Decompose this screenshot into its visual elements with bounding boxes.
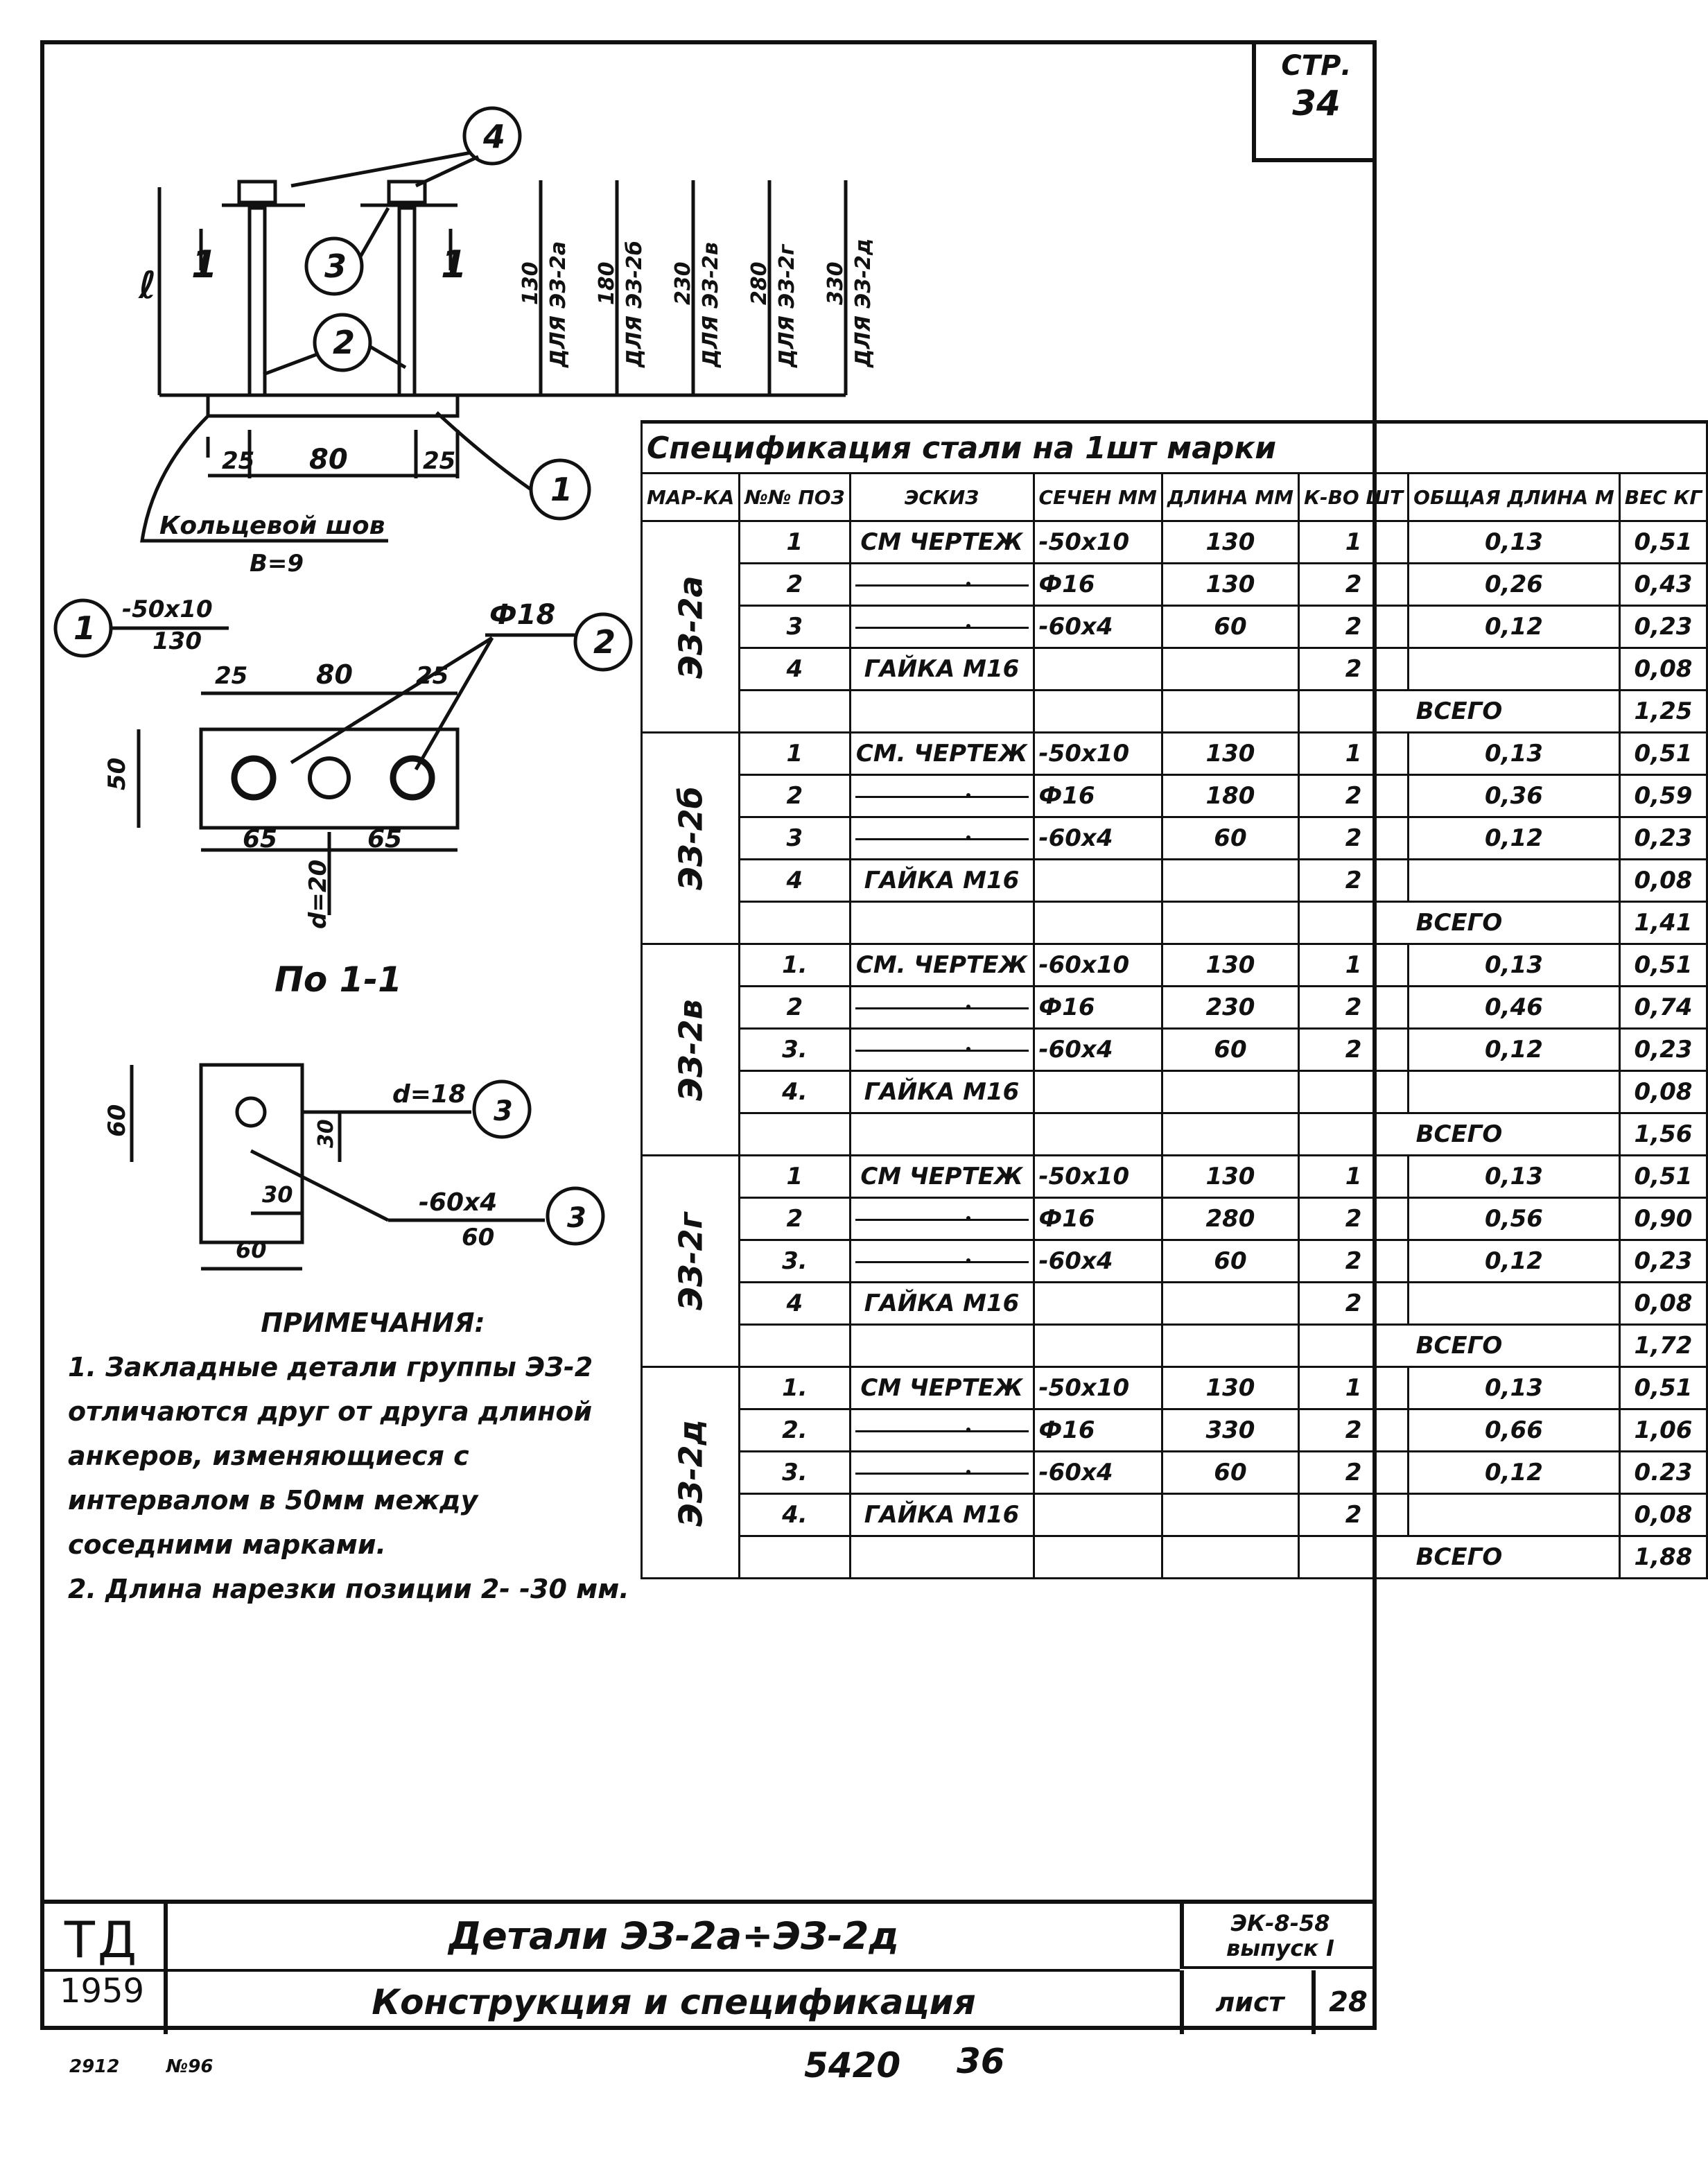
cell-weight: 1,06 <box>1619 1409 1707 1452</box>
d-label: d=20 <box>304 859 332 929</box>
height-value: 280 <box>747 261 772 305</box>
cell-weight: 0,51 <box>1619 944 1707 987</box>
cell-length: 60 <box>1162 606 1298 648</box>
total-label: ВСЕГО <box>1299 902 1620 944</box>
cell-pos: 3. <box>740 1452 850 1494</box>
cell-length: 130 <box>1162 733 1298 775</box>
height-value: 330 <box>824 261 848 305</box>
cell-sketch-line <box>850 987 1034 1029</box>
cell-section: Ф16 <box>1034 1198 1162 1240</box>
group-mark: ЭЗ-2б <box>642 733 740 944</box>
cell-weight: 0,51 <box>1619 1156 1707 1198</box>
plate-length: 130 <box>152 627 202 655</box>
cell-empty <box>1034 691 1162 733</box>
height-value: 230 <box>671 261 695 305</box>
total-label: ВСЕГО <box>1299 1325 1620 1367</box>
cell-length <box>1162 648 1298 691</box>
cell-weight: 0,08 <box>1619 1283 1707 1325</box>
table-total-row <box>642 1536 1707 1579</box>
cell-pos: 2 <box>740 564 850 606</box>
cell-empty <box>1162 691 1298 733</box>
cell-empty <box>1162 1113 1298 1156</box>
stamp-td: ТД <box>64 1911 140 1969</box>
cell-empty <box>1034 1325 1162 1367</box>
cell-sketch: ГАЙКА М16 <box>850 1494 1034 1536</box>
group-mark: ЭЗ-2г <box>642 1156 740 1367</box>
total-weight: 1,56 <box>1619 1113 1707 1156</box>
dim-l: ℓ <box>139 263 157 307</box>
height-label: ДЛЯ ЭЗ-2г <box>775 244 799 367</box>
stamp-org <box>40 1904 168 2034</box>
cell-sketch: СМ ЧЕРТЕЖ <box>850 1156 1034 1198</box>
cell-sketch: ГАЙКА М16 <box>850 648 1034 691</box>
cell-total-length: 0,12 <box>1409 1240 1620 1283</box>
cell-qty: 2 <box>1299 1283 1409 1325</box>
table-row <box>642 521 1707 564</box>
table-body <box>642 521 1707 1579</box>
cell-length: 60 <box>1162 817 1298 860</box>
cell-sketch-line <box>850 606 1034 648</box>
cell-weight: 0,23 <box>1619 606 1707 648</box>
specification-table <box>640 420 1708 1579</box>
cell-sketch: СМ. ЧЕРТЕЖ <box>850 733 1034 775</box>
table-total-row <box>642 691 1707 733</box>
cell-weight: 0,08 <box>1619 860 1707 902</box>
cell-sketch-line <box>850 1452 1034 1494</box>
total-label: ВСЕГО <box>1299 1536 1620 1579</box>
cell-empty <box>1034 902 1162 944</box>
table-row <box>642 944 1707 987</box>
total-label: ВСЕГО <box>1299 1113 1620 1156</box>
cell-pos: 4. <box>740 1494 850 1536</box>
cell-total-length: 0,12 <box>1409 606 1620 648</box>
washer-offset: 30 <box>314 1119 338 1148</box>
cell-section <box>1034 648 1162 691</box>
cell-empty <box>740 691 850 733</box>
stamp-title: Детали ЭЗ-2а÷ЭЗ-2д <box>168 1904 1180 1972</box>
table-total-row <box>642 1113 1707 1156</box>
stamp-year: 1959 <box>40 1969 164 2011</box>
cell-weight: 0,51 <box>1619 733 1707 775</box>
cell-pos: 1. <box>740 1367 850 1409</box>
cell-weight: 0,59 <box>1619 775 1707 817</box>
group-mark: ЭЗ-2в <box>642 944 740 1156</box>
header-qty: К-ВО ШТ <box>1299 474 1409 521</box>
washer-size: -60х4 <box>419 1188 498 1217</box>
height-label: ДЛЯ ЭЗ-2в <box>699 242 723 367</box>
cell-weight: 0,23 <box>1619 817 1707 860</box>
table-header-row <box>642 474 1707 521</box>
total-weight: 1,25 <box>1619 691 1707 733</box>
stamp-sheet-number: 28 <box>1312 1970 1381 2034</box>
cell-pos: 1 <box>740 733 850 775</box>
washer-height: 60 <box>103 1104 131 1137</box>
table-row <box>642 1367 1707 1409</box>
rod-sketch <box>855 1219 1029 1221</box>
rod-sketch <box>855 838 1029 840</box>
group-mark: ЭЗ-2а <box>642 521 740 733</box>
cell-weight: 0,74 <box>1619 987 1707 1029</box>
cell-qty: 1 <box>1299 944 1409 987</box>
cell-total-length: 0,26 <box>1409 564 1620 606</box>
base-plate <box>208 395 458 416</box>
washer-width: 60 <box>236 1237 267 1263</box>
lower-dim-65-left: 65 <box>243 825 278 853</box>
height-label: ДЛЯ ЭЗ-2б <box>622 241 647 367</box>
rod-sketch <box>855 796 1029 798</box>
cell-section: -50х10 <box>1034 1367 1162 1409</box>
cell-total-length: 0,46 <box>1409 987 1620 1029</box>
cell-sketch: ГАЙКА М16 <box>850 1283 1034 1325</box>
cell-qty: 2 <box>1299 987 1409 1029</box>
cell-empty <box>850 1113 1034 1156</box>
cell-section: -60х4 <box>1034 817 1162 860</box>
cell-weight: 0,90 <box>1619 1198 1707 1240</box>
cell-total-length: 0,13 <box>1409 733 1620 775</box>
footer-num: 36 <box>957 2041 1005 2081</box>
cell-pos: 2 <box>740 1198 850 1240</box>
cell-section <box>1034 860 1162 902</box>
cell-section <box>1034 1494 1162 1536</box>
washer-length: 60 <box>462 1224 495 1251</box>
total-weight: 1,72 <box>1619 1325 1707 1367</box>
table-row <box>642 817 1707 860</box>
cell-sketch-line <box>850 817 1034 860</box>
cell-qty <box>1299 1071 1409 1113</box>
cell-pos: 4 <box>740 860 850 902</box>
cell-sketch-line <box>850 1029 1034 1071</box>
total-label: ВСЕГО <box>1299 691 1620 733</box>
lower-dim-65-right: 65 <box>367 825 403 853</box>
header-total-length: ОБЩАЯ ДЛИНА М <box>1409 474 1620 521</box>
table-row <box>642 1494 1707 1536</box>
cell-sketch: СМ. ЧЕРТЕЖ <box>850 944 1034 987</box>
cell-length: 280 <box>1162 1198 1298 1240</box>
cell-empty <box>1162 902 1298 944</box>
cell-total-length <box>1409 648 1620 691</box>
callout-3-text: 3 <box>324 248 347 285</box>
plate-side-dim: 50 <box>103 757 131 790</box>
cell-pos: 3 <box>740 817 850 860</box>
cell-pos: 4 <box>740 1283 850 1325</box>
table-row <box>642 733 1707 775</box>
cell-section: -50х10 <box>1034 733 1162 775</box>
cell-empty <box>1162 1536 1298 1579</box>
cell-length: 60 <box>1162 1452 1298 1494</box>
cell-section <box>1034 1071 1162 1113</box>
top-dim-80: 80 <box>316 659 353 690</box>
cell-total-length: 0,13 <box>1409 1367 1620 1409</box>
cell-pos: 2 <box>740 987 850 1029</box>
height-label: ДЛЯ ЭЗ-2д <box>851 238 875 367</box>
cell-empty <box>740 1325 850 1367</box>
rod-sketch <box>855 1007 1029 1009</box>
cell-section: -50х10 <box>1034 1156 1162 1198</box>
cell-sketch: СМ ЧЕРТЕЖ <box>850 521 1034 564</box>
notes-section <box>68 1301 636 1611</box>
title-block <box>40 1900 1377 2034</box>
cell-length: 60 <box>1162 1240 1298 1283</box>
washer-plan-view <box>201 1065 302 1242</box>
cell-weight: 0,23 <box>1619 1029 1707 1071</box>
cell-qty: 2 <box>1299 648 1409 691</box>
rod-sketch <box>855 1261 1029 1263</box>
cell-empty <box>1034 1113 1162 1156</box>
cell-length <box>1162 1494 1298 1536</box>
cell-length: 130 <box>1162 521 1298 564</box>
section-mark-right: 1 <box>441 243 467 286</box>
cell-pos: 1. <box>740 944 850 987</box>
anchor-rod-left <box>250 208 265 395</box>
cell-qty: 2 <box>1299 1240 1409 1283</box>
total-weight: 1,88 <box>1619 1536 1707 1579</box>
cell-weight: 0,23 <box>1619 1240 1707 1283</box>
plate-plan-view <box>201 729 458 828</box>
cell-qty: 2 <box>1299 1409 1409 1452</box>
table-row <box>642 1156 1707 1198</box>
section-mark-left: 1 <box>191 243 218 286</box>
cell-section: -60х4 <box>1034 1029 1162 1071</box>
height-value: 180 <box>595 261 619 305</box>
cell-sketch-line <box>850 1240 1034 1283</box>
cell-qty: 1 <box>1299 1156 1409 1198</box>
cell-qty: 1 <box>1299 733 1409 775</box>
cell-section: -60х4 <box>1034 1240 1162 1283</box>
cell-empty <box>850 1536 1034 1579</box>
cell-total-length <box>1409 1494 1620 1536</box>
cell-qty: 2 <box>1299 1198 1409 1240</box>
cell-qty: 2 <box>1299 775 1409 817</box>
cell-section: -60х4 <box>1034 1452 1162 1494</box>
cell-total-length <box>1409 860 1620 902</box>
table-row <box>642 860 1707 902</box>
cell-length: 330 <box>1162 1409 1298 1452</box>
weld-label: Кольцевой шов <box>159 512 385 540</box>
hole-diameter: Ф18 <box>489 599 556 631</box>
cell-qty: 2 <box>1299 564 1409 606</box>
cell-sketch: ГАЙКА М16 <box>850 1071 1034 1113</box>
total-weight: 1,41 <box>1619 902 1707 944</box>
callout-2-text: 2 <box>333 324 356 361</box>
cell-length <box>1162 860 1298 902</box>
stamp-series: ЭК-8-58 <box>1230 1910 1330 1936</box>
stamp-issue: выпуск I <box>1226 1935 1334 1961</box>
weld-b: В=9 <box>250 550 304 578</box>
cell-empty <box>850 691 1034 733</box>
header-sketch: ЭСКИЗ <box>850 474 1034 521</box>
footer-code: 5420 <box>804 2045 901 2085</box>
table-row <box>642 606 1707 648</box>
cell-sketch-line <box>850 1198 1034 1240</box>
table-total-row <box>642 1325 1707 1367</box>
cell-pos: 4 <box>740 648 850 691</box>
cell-qty: 2 <box>1299 860 1409 902</box>
stamp-subtitle: Конструкция и спецификация <box>372 1982 976 2022</box>
cell-total-length: 0,13 <box>1409 521 1620 564</box>
callout-4-text: 4 <box>483 118 506 155</box>
cell-total-length: 0,12 <box>1409 817 1620 860</box>
cell-empty <box>850 902 1034 944</box>
section-title: По 1-1 <box>274 960 402 1000</box>
cell-section: Ф16 <box>1034 987 1162 1029</box>
table-row <box>642 1283 1707 1325</box>
cell-section: Ф16 <box>1034 1409 1162 1452</box>
cell-sketch-line <box>850 1409 1034 1452</box>
cell-total-length: 0,13 <box>1409 944 1620 987</box>
table-row <box>642 564 1707 606</box>
cell-total-length: 0,13 <box>1409 1156 1620 1198</box>
dim-25-right: 25 <box>423 447 456 475</box>
table-row <box>642 1029 1707 1071</box>
table-row <box>642 1240 1707 1283</box>
washer-d: d=18 <box>392 1080 467 1109</box>
cell-pos: 1 <box>740 1156 850 1198</box>
cell-pos: 3 <box>740 606 850 648</box>
table-row <box>642 648 1707 691</box>
cell-section: Ф16 <box>1034 775 1162 817</box>
cell-total-length: 0,56 <box>1409 1198 1620 1240</box>
cell-pos: 2. <box>740 1409 850 1452</box>
table-row <box>642 1071 1707 1113</box>
cell-empty <box>740 1536 850 1579</box>
page-label: СТР. <box>1281 50 1352 82</box>
cell-sketch-line <box>850 564 1034 606</box>
table-row <box>642 987 1707 1029</box>
cell-length: 180 <box>1162 775 1298 817</box>
cell-empty <box>740 902 850 944</box>
rod-sketch <box>855 584 1029 587</box>
notes-title: ПРИМЕЧАНИЯ: <box>261 1308 485 1338</box>
group-mark: ЭЗ-2д <box>642 1367 740 1579</box>
cell-section: Ф16 <box>1034 564 1162 606</box>
cell-section: -60х4 <box>1034 606 1162 648</box>
header-mark: МАР-КА <box>642 474 740 521</box>
cell-qty: 2 <box>1299 1452 1409 1494</box>
cell-qty: 2 <box>1299 1029 1409 1071</box>
stamp-series-block <box>1180 1904 1377 1969</box>
header-length: ДЛИНА ММ <box>1162 474 1298 521</box>
note-1: 1. Закладные детали группы ЭЗ-2 отличаются друг от друга длиной анкеров, изменяющиеся с интервалом в 50мм между соседними марками. <box>68 1352 593 1560</box>
cell-pos: 4. <box>740 1071 850 1113</box>
plate-size: -50х10 <box>122 596 213 623</box>
height-dims <box>518 238 875 368</box>
cell-pos: 3. <box>740 1029 850 1071</box>
cell-weight: 0,08 <box>1619 1071 1707 1113</box>
cell-weight: 0,08 <box>1619 1494 1707 1536</box>
rod-sketch <box>855 1050 1029 1052</box>
table-row <box>642 1198 1707 1240</box>
cell-weight: 0,51 <box>1619 521 1707 564</box>
table-row <box>642 775 1707 817</box>
cell-length: 130 <box>1162 1367 1298 1409</box>
cell-pos: 2 <box>740 775 850 817</box>
rod-sketch <box>855 1430 1029 1432</box>
header-section: СЕЧЕН ММ <box>1034 474 1162 521</box>
cell-weight: 0.23 <box>1619 1452 1707 1494</box>
header-pos: №№ ПОЗ <box>740 474 850 521</box>
cell-total-length <box>1409 1283 1620 1325</box>
cell-total-length: 0,12 <box>1409 1452 1620 1494</box>
cell-total-length: 0,12 <box>1409 1029 1620 1071</box>
cell-section: -50х10 <box>1034 521 1162 564</box>
height-label: ДЛЯ ЭЗ-2а <box>546 241 570 367</box>
cell-weight: 0,08 <box>1619 648 1707 691</box>
cell-total-length: 0,66 <box>1409 1409 1620 1452</box>
cell-total-length <box>1409 1071 1620 1113</box>
cell-empty <box>1034 1536 1162 1579</box>
table-row <box>642 1452 1707 1494</box>
cell-pos: 3. <box>740 1240 850 1283</box>
dim-25-left: 25 <box>222 447 255 475</box>
table-title: Спецификация стали на 1шт марки <box>642 422 1707 474</box>
top-dim-25-right: 25 <box>416 662 449 690</box>
footer-left-1: 2912 <box>69 2056 120 2077</box>
cell-empty <box>1162 1325 1298 1367</box>
dim-80: 80 <box>309 444 348 476</box>
cell-length: 130 <box>1162 564 1298 606</box>
cell-length: 60 <box>1162 1029 1298 1071</box>
cell-qty: 1 <box>1299 521 1409 564</box>
cell-length: 130 <box>1162 944 1298 987</box>
cell-pos: 1 <box>740 521 850 564</box>
callout-1-text: 1 <box>550 471 573 508</box>
footer-left-2: №96 <box>166 2056 214 2077</box>
cell-sketch: ГАЙКА М16 <box>850 860 1034 902</box>
cell-total-length: 0,36 <box>1409 775 1620 817</box>
note-2: 2. Длина нарезки позиции 2- -30 мм. <box>68 1574 629 1604</box>
cell-qty: 2 <box>1299 606 1409 648</box>
cell-length: 230 <box>1162 987 1298 1029</box>
height-value: 130 <box>518 261 543 305</box>
cell-section <box>1034 1283 1162 1325</box>
cell-sketch: СМ ЧЕРТЕЖ <box>850 1367 1034 1409</box>
washer-inner: 30 <box>262 1181 293 1208</box>
rod-sketch <box>855 627 1029 629</box>
header-weight: ВЕС КГ <box>1619 474 1707 521</box>
cell-weight: 0,43 <box>1619 564 1707 606</box>
cell-qty: 2 <box>1299 817 1409 860</box>
cell-empty <box>850 1325 1034 1367</box>
page-number: 34 <box>1292 83 1341 123</box>
hole-callout-text: 2 <box>593 623 616 661</box>
stamp-sheet-label: лист <box>1180 1970 1316 2034</box>
cell-qty: 2 <box>1299 1494 1409 1536</box>
table-total-row <box>642 902 1707 944</box>
rod-sketch <box>855 1473 1029 1475</box>
cell-length <box>1162 1283 1298 1325</box>
cell-section: -60х10 <box>1034 944 1162 987</box>
cell-weight: 0,51 <box>1619 1367 1707 1409</box>
table-row <box>642 1409 1707 1452</box>
cell-length: 130 <box>1162 1156 1298 1198</box>
cell-qty: 1 <box>1299 1367 1409 1409</box>
top-dim-25-left: 25 <box>215 662 248 690</box>
cell-length <box>1162 1071 1298 1113</box>
cell-sketch-line <box>850 775 1034 817</box>
washer-callout-text-2: 3 <box>567 1202 586 1234</box>
washer-callout-text: 3 <box>494 1095 513 1127</box>
plate-callout-text: 1 <box>73 609 96 647</box>
cell-empty <box>740 1113 850 1156</box>
